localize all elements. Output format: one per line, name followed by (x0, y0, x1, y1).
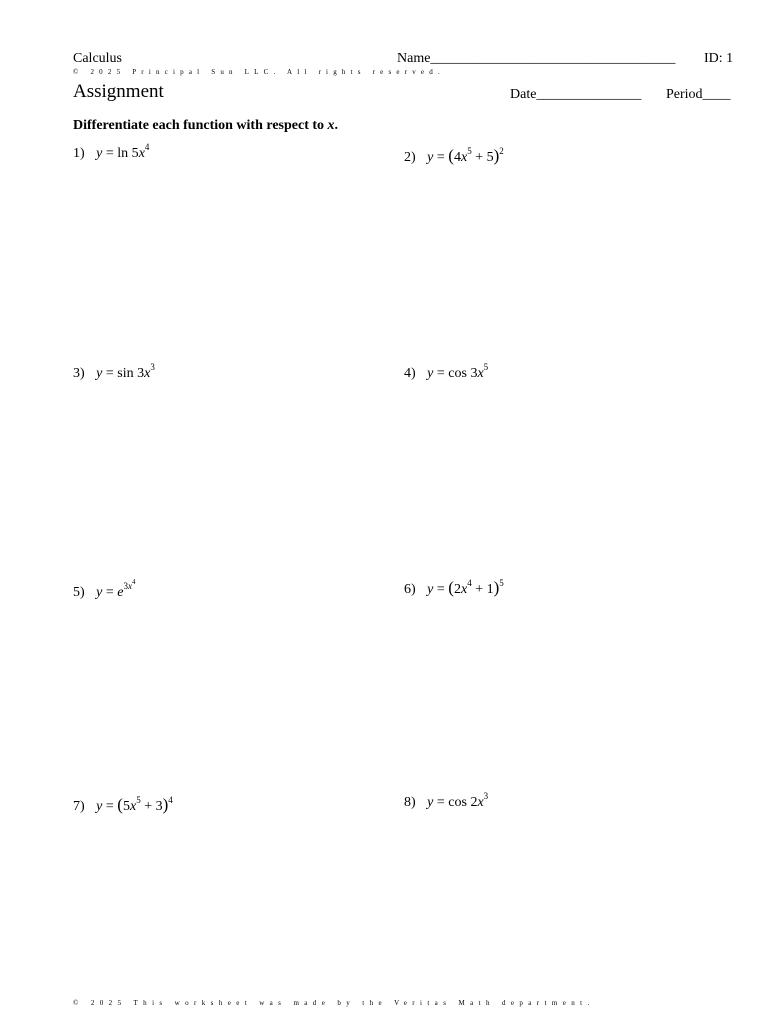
problem-equation: $y = (5x^5 + 3)^4$ (96, 795, 173, 814)
problem-6 (404, 578, 504, 598)
problem-number: 5) (73, 585, 85, 600)
instructions-text: Differentiate each function with respect to (73, 118, 328, 133)
id-label: ID: 1 (704, 51, 734, 66)
problem-equation: $y = \sin 3x^3$ (96, 362, 155, 381)
copyright-notice: © 2025 Principal Sun LLC. All rights reserved. (73, 68, 445, 76)
problem-4 (404, 362, 489, 382)
instructions-variable: x (327, 118, 335, 133)
footer-credit: © 2025 This worksheet was made by the Veritas Math department. (73, 999, 595, 1007)
problem-equation: $y = (2x^4 + 1)^5$ (427, 578, 504, 597)
problem-2 (404, 146, 504, 166)
problem-8 (404, 791, 489, 811)
problem-number: 3) (73, 366, 85, 381)
instructions (73, 118, 338, 134)
date-field-label: Date_______________ (510, 87, 642, 102)
problem-equation: $y = (4x^5 + 5)^2$ (427, 146, 504, 165)
problem-1 (73, 142, 150, 162)
problem-equation: $y = \cos 2x^3$ (427, 791, 489, 810)
problem-equation: $y = \cos 3x^5$ (427, 362, 489, 381)
course-label: Calculus (73, 51, 122, 66)
problem-equation: $y = \ln 5x^4$ (96, 142, 150, 161)
name-field-label: Name___________________________________ (397, 51, 676, 66)
period-field-label: Period____ (666, 87, 731, 102)
problem-number: 4) (404, 366, 416, 381)
problem-number: 7) (73, 799, 85, 814)
problem-5 (73, 578, 136, 601)
problem-3 (73, 362, 155, 382)
instructions-period: . (334, 118, 339, 133)
problem-7 (73, 795, 173, 815)
problem-equation: $y = e^{3x^4}$ (96, 578, 136, 600)
problem-number: 8) (404, 795, 416, 810)
problem-number: 1) (73, 146, 85, 161)
problem-number: 2) (404, 150, 416, 165)
problem-number: 6) (404, 582, 416, 597)
page-title: Assignment (73, 81, 164, 102)
